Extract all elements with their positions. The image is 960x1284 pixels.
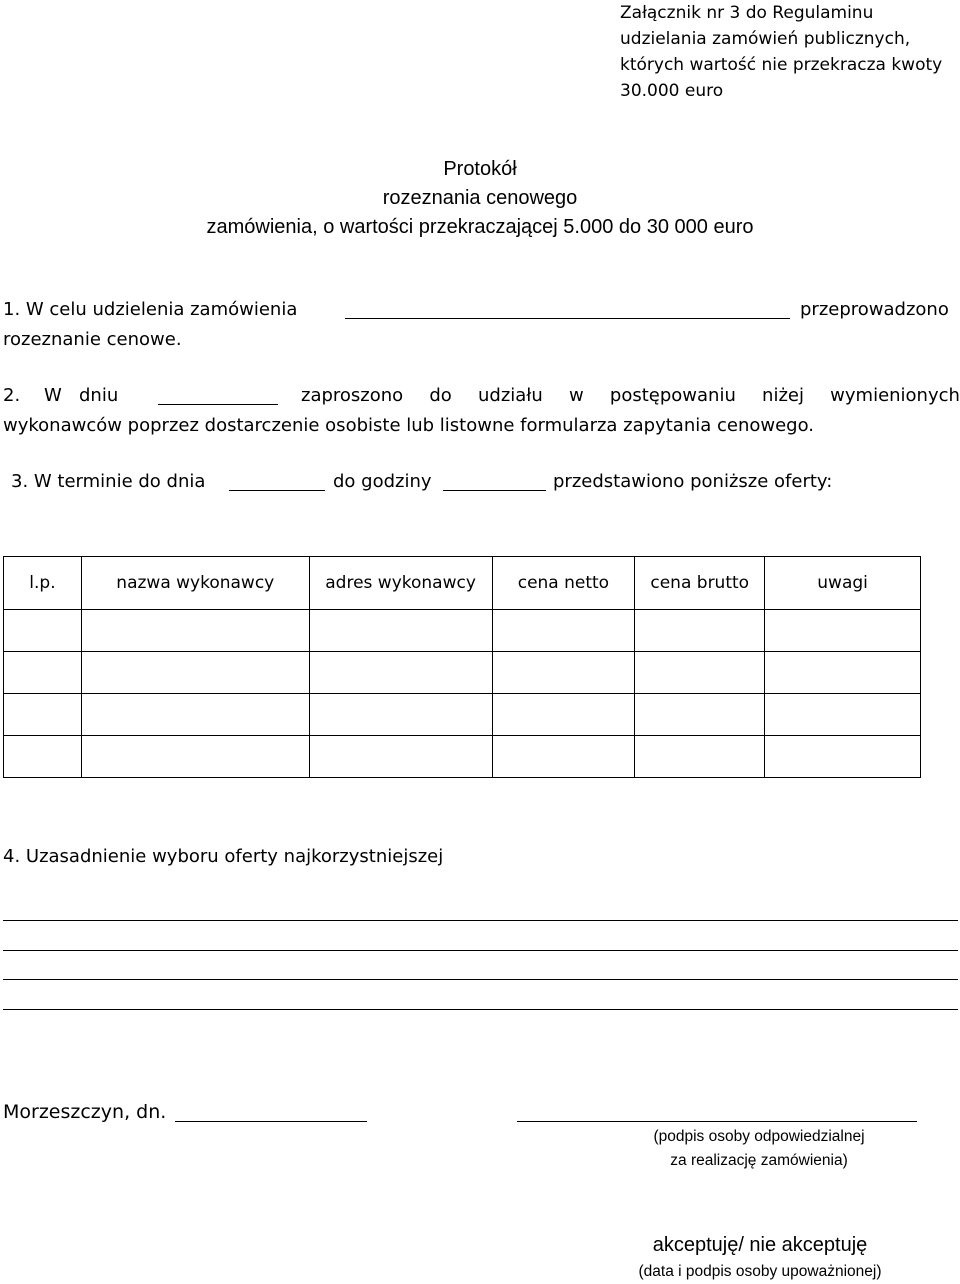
header-lp: l.p. xyxy=(4,557,82,610)
title-line-3: zamówienia, o wartości przekraczającej 5.000 do 30 000 euro xyxy=(206,216,754,238)
signature-caption-2 xyxy=(517,1152,960,1170)
signature-caption-line-1: (podpis osoby odpowiedzialnej xyxy=(653,1128,865,1145)
header-contractor-address: adres wykonawcy xyxy=(309,557,492,610)
table-cell[interactable] xyxy=(81,694,309,736)
table-row xyxy=(4,736,921,778)
section-3-part-2: do godziny xyxy=(333,471,432,492)
justification-line-3[interactable] xyxy=(3,979,958,980)
table-cell[interactable] xyxy=(4,694,82,736)
section-2-word: postępowaniu xyxy=(609,385,736,406)
header-contractor-name: nazwa wykonawcy xyxy=(81,557,309,610)
table-cell[interactable] xyxy=(309,736,492,778)
section-3-date-blank[interactable] xyxy=(229,490,325,491)
annex-line-3: których wartość nie przekracza kwoty xyxy=(620,55,943,75)
table-cell[interactable] xyxy=(4,610,82,652)
section-2-word: w xyxy=(569,385,584,406)
section-2-rest xyxy=(301,385,960,406)
table-cell[interactable] xyxy=(765,736,921,778)
table-cell[interactable] xyxy=(4,736,82,778)
table-row xyxy=(4,652,921,694)
accept-reject-label: akceptuję/ nie akceptuję xyxy=(652,1234,868,1256)
table-cell[interactable] xyxy=(765,652,921,694)
section-4-heading: 4. Uzasadnienie wyboru oferty najkorzystniejszej xyxy=(3,846,444,867)
section-3-part-1: 3. W terminie do dnia xyxy=(11,471,206,492)
accept-caption: (data i podpis osoby upoważnionej) xyxy=(638,1263,882,1280)
offers-table xyxy=(3,556,921,778)
section-1-prefix: 1. W celu udzielenia zamówienia xyxy=(3,299,298,320)
title-line-1: Protokół xyxy=(443,158,517,180)
signature-caption-line-2: za realizację zamówienia) xyxy=(670,1152,848,1169)
document-title xyxy=(0,155,960,242)
table-cell[interactable] xyxy=(765,610,921,652)
section-2-word: niżej xyxy=(762,385,804,406)
table-cell[interactable] xyxy=(492,736,635,778)
section-1-blank-line[interactable] xyxy=(345,318,790,319)
section-1-line-2: rozeznanie cenowe. xyxy=(3,329,182,350)
justification-line-2[interactable] xyxy=(3,950,958,951)
table-cell[interactable] xyxy=(309,694,492,736)
header-remarks: uwagi xyxy=(765,557,921,610)
table-cell[interactable] xyxy=(309,610,492,652)
table-cell[interactable] xyxy=(635,736,765,778)
table-cell[interactable] xyxy=(81,610,309,652)
annex-line-2: udzielania zamówień publicznych, xyxy=(620,29,911,49)
annex-line-4: 30.000 euro xyxy=(620,81,724,101)
table-cell[interactable] xyxy=(81,736,309,778)
table-row xyxy=(4,610,921,652)
section-2-word-dniu: dniu xyxy=(79,385,119,406)
table-cell[interactable] xyxy=(635,610,765,652)
section-2-line-2: wykonawców poprzez dostarczenie osobiste lub listowne formularza zapytania cenowego. xyxy=(3,415,815,436)
title-line-2: rozeznania cenowego xyxy=(382,187,578,209)
justification-line-1[interactable] xyxy=(3,920,958,921)
table-cell[interactable] xyxy=(309,652,492,694)
annex-line-1: Załącznik nr 3 do Regulaminu xyxy=(620,3,874,23)
table-cell[interactable] xyxy=(81,652,309,694)
table-cell[interactable] xyxy=(492,652,635,694)
justification-line-4[interactable] xyxy=(3,1009,958,1010)
section-2-word: udziału xyxy=(477,385,543,406)
date-blank-line[interactable] xyxy=(175,1121,367,1122)
section-2-date-blank[interactable] xyxy=(158,404,278,405)
section-2-word: zaproszono xyxy=(301,385,404,406)
table-cell[interactable] xyxy=(765,694,921,736)
table-row xyxy=(4,694,921,736)
section-2-word: wymienionych xyxy=(830,385,960,406)
table-cell[interactable] xyxy=(492,694,635,736)
place-date-label: Morzeszczyn, dn. xyxy=(3,1101,167,1123)
header-net-price: cena netto xyxy=(492,557,635,610)
section-2-word: do xyxy=(429,385,452,406)
table-cell[interactable] xyxy=(635,694,765,736)
annex-note xyxy=(620,0,942,104)
section-2-number: 2. xyxy=(3,385,21,406)
signature-caption xyxy=(517,1128,960,1146)
table-cell[interactable] xyxy=(492,610,635,652)
table-cell[interactable] xyxy=(4,652,82,694)
section-1-suffix: przeprowadzono xyxy=(800,299,949,320)
table-cell[interactable] xyxy=(635,652,765,694)
section-3-time-blank[interactable] xyxy=(443,490,546,491)
section-2-word-w: W xyxy=(44,385,62,406)
table-header-row xyxy=(4,557,921,610)
signature-line[interactable] xyxy=(517,1121,917,1122)
header-gross-price: cena brutto xyxy=(635,557,765,610)
section-3-part-3: przedstawiono poniższe oferty: xyxy=(553,471,833,492)
